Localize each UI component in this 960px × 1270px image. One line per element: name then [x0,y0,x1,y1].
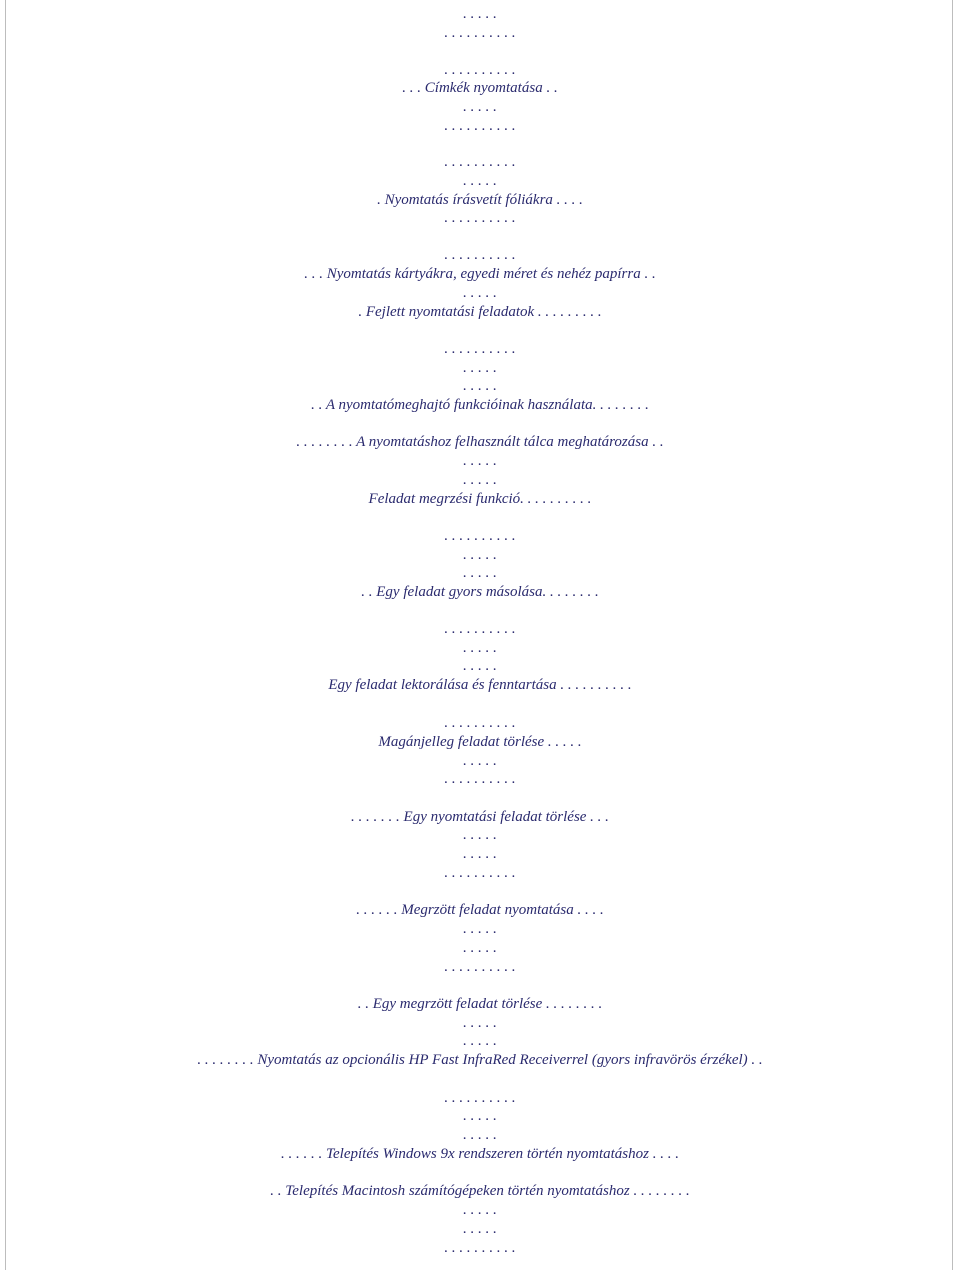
toc-line: . . . . . [463,827,497,843]
toc-entry[interactable]: . . . . . . . . Nyomtatás az opcionális HP Fast InfraRed Receiverrel (gyors infravörös érzékel) . . [197,1052,763,1068]
toc-line: . . . . . [463,658,497,674]
toc-entry[interactable]: Magánjelleg feladat törlése . . . . . [378,734,582,750]
toc-line: . . . . . [463,285,497,301]
toc-line: . . . . . . . . . . [444,154,516,170]
toc-line: . . . . . [463,565,497,581]
toc-line: . . . . . [463,940,497,956]
toc-line: . . . . . . . . . . [444,341,516,357]
toc-entry[interactable]: . Nyomtatás írásvetít fóliákra . . . . [377,192,583,208]
toc-line: . . . . . [463,1108,497,1124]
toc-entry[interactable]: . . . . . . . . A nyomtatáshoz felhasznált tálca meghatározása . . [296,434,664,450]
toc-entry[interactable]: . . . . . . . Egy nyomtatási feladat törlése . . . [351,809,609,825]
toc-line: . . . . . [463,453,497,469]
toc-line: . . . . . . . . . . [444,1090,516,1106]
toc-entry[interactable]: . Fejlett nyomtatási feladatok . . . . . . . . . [358,304,602,320]
toc-line: . . . . . [463,99,497,115]
toc-line: . . . . . . . . . . [444,118,516,134]
toc-line: . . . . . . . . . . [444,1240,516,1256]
toc-line: . . . . . [463,1221,497,1237]
toc-line: . . . . . . . . . . [444,715,516,731]
toc-line: . . . . . [463,173,497,189]
toc-line: . . . . . [463,378,497,394]
toc-line: . . . . . [463,1033,497,1049]
toc-line: . . . . . . . . . . [444,25,516,41]
toc-line: . . . . . . . . . . [444,247,516,263]
toc-line: . . . . . . . . . . [444,771,516,787]
toc-line: . . . . . . . . . . [444,621,516,637]
toc-line: . . . . . [463,6,497,22]
toc-line: . . . . . [463,753,497,769]
toc-entry[interactable]: . . Telepítés Macintosh számítógépeken történ nyomtatáshoz . . . . . . . . [270,1183,690,1199]
toc-line: . . . . . [463,1127,497,1143]
toc-line: . . . . . [463,1015,497,1031]
toc-line: . . . . . [463,1202,497,1218]
toc-line: . . . . . [463,846,497,862]
toc-entry[interactable]: . . . Címkék nyomtatása . . [402,80,558,96]
toc-entry[interactable]: . . A nyomtatómeghajtó funkcióinak használata. . . . . . . . [311,397,649,413]
toc-entry[interactable]: . . . . . . Telepítés Windows 9x rendszeren történ nyomtatáshoz . . . . [281,1146,679,1162]
toc-line: . . . . . . . . . . [444,528,516,544]
toc-entry[interactable]: . . . . . . Megrzött feladat nyomtatása . . . . [356,902,604,918]
toc-entry[interactable]: Egy feladat lektorálása és fenntartása . . . . . . . . . . [328,677,632,693]
toc-entry[interactable]: . . . Nyomtatás kártyákra, egyedi méret és nehéz papírra . . [304,266,656,282]
toc-entry[interactable]: . . Egy megrzött feladat törlése . . . . . . . . [357,996,603,1012]
toc-line: . . . . . . . . . . [444,62,516,78]
toc-entry[interactable]: . . Egy feladat gyors másolása. . . . . . . . [361,584,599,600]
toc-line: . . . . . . . . . . [444,210,516,226]
toc-line: . . . . . [463,921,497,937]
toc-line: . . . . . [463,360,497,376]
toc-line: . . . . . . . . . . [444,865,516,881]
toc-line: . . . . . [463,547,497,563]
toc-line: . . . . . [463,640,497,656]
toc-entry[interactable]: Feladat megrzési funkció. . . . . . . . . . [368,491,592,507]
toc-line: . . . . . [463,472,497,488]
toc-line: . . . . . . . . . . [444,959,516,975]
